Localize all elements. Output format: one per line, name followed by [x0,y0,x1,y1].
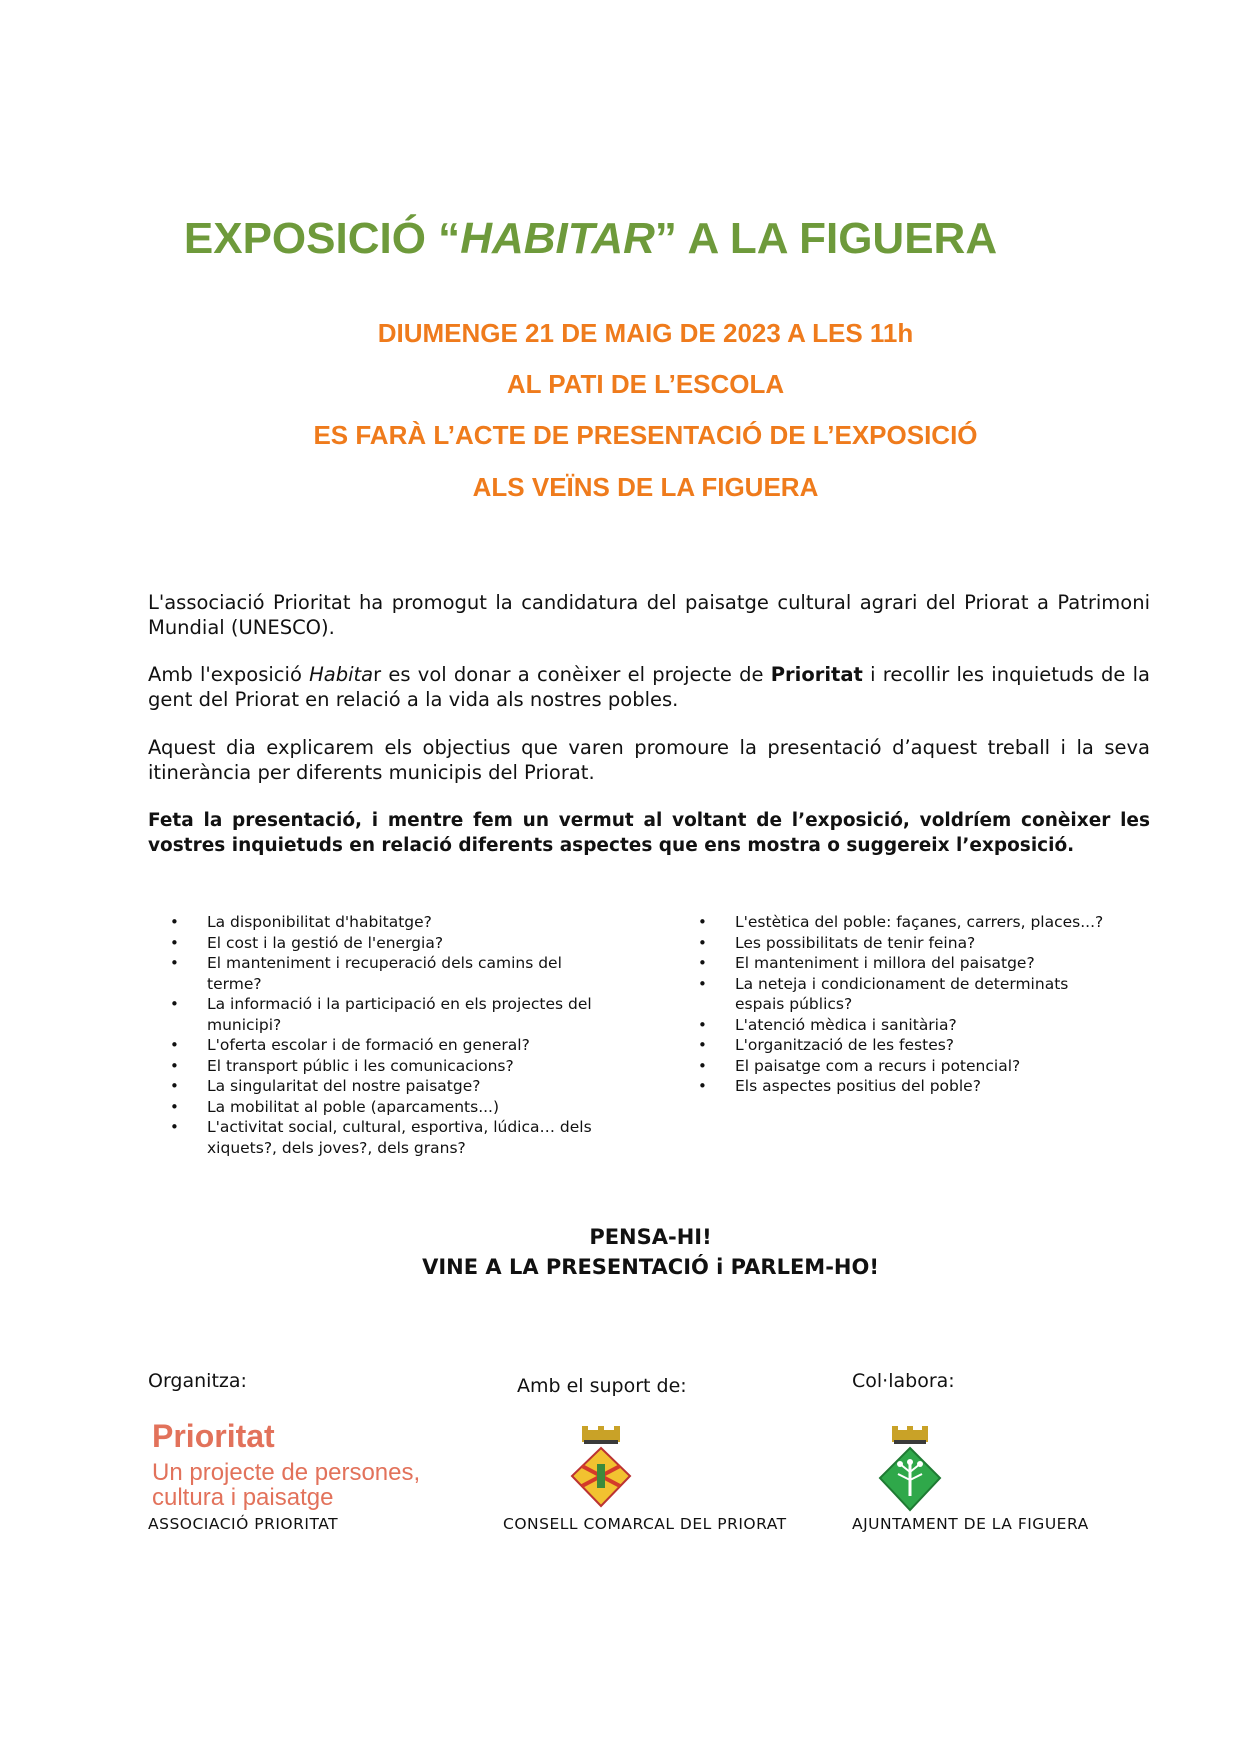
list-item: • La neteja i condicionament de determinats espais públics? [698,974,1069,1013]
title-pre: EXPOSICIÓ “ [183,214,461,263]
list-item: • L'oferta escolar i de formació en general? [170,1036,530,1054]
prioritat-logo-name: Prioritat [152,1418,275,1454]
list-item: • El paisatge com a recurs i potencial? [698,1056,1021,1075]
habitar-italic: Habita [309,663,374,686]
paragraph-invitation: Feta la presentació, i mentre fem un vermut al voltant de l’exposició, voldríem conèixer les vostres inquietuds en relació diferents aspectes que ens mostra o suggereix l’exposició. [148,810,1150,856]
bullet-icon: • [698,913,707,931]
prioritat-bold: Prioritat [770,663,863,686]
topics-list-left [148,912,618,1158]
org-consell-comarcal: CONSELL COMARCAL DEL PRIORAT [503,1515,787,1533]
bullet-icon: • [170,913,179,931]
bullet-icon: • [698,1015,707,1034]
subtitle-audience: ALS VEÏNS DE LA FIGUERA [472,472,819,502]
bullet-icon: • [170,1118,179,1136]
bullet-icon: • [170,954,179,972]
poster-title [0,214,1241,264]
bullet-icon: • [170,1036,179,1054]
prioritat-logo-tagline: Un projecte de persones, cultura i paisatge [152,1459,421,1511]
topics-list-right [676,912,1146,1097]
figuera-crest-icon [876,1424,944,1516]
list-item: • La disponibilitat d'habitatge? [170,913,432,931]
paragraph-objectives: Aquest dia explicarem els objectius que varen promoure la presentació d’aquest treball i la seva itinerància per diferents municipis del Priorat. [148,736,1150,784]
title-emphasis: HABITAR [460,214,655,263]
bullet-icon: • [170,1097,179,1116]
list-item: • El transport públic i les comunicacions? [170,1056,514,1075]
call-to-action [0,1222,1241,1282]
list-item: • L'organització de les festes? [698,1036,955,1054]
suport-label: Amb el suport de: [517,1375,687,1397]
org-associacio-prioritat: ASSOCIACIÓ PRIORITAT [148,1515,339,1533]
organitza-label: Organitza: [148,1370,247,1392]
bullet-icon: • [170,1077,179,1095]
list-item: • El cost i la gestió de l'energia? [170,933,444,952]
bullet-icon: • [170,1056,179,1075]
paragraph-exposition: Amb l'exposició Habitar es vol donar a conèixer el projecte de Prioritat i recollir les inquietuds de la gent del Priorat en relació a la vida als nostres pobles. [148,663,1150,711]
bullet-icon: • [698,1077,707,1095]
bullet-icon: • [170,995,179,1013]
list-item: • La informació i la participació en els projectes del municipi? [170,995,592,1034]
bullet-icon: • [698,954,707,972]
list-item: • L'estètica del poble: façanes, carrers, places...? [698,913,1104,931]
bullet-icon: • [170,933,179,952]
list-item: • La mobilitat al poble (aparcaments...) [170,1097,500,1116]
list-item: • La singularitat del nostre paisatge? [170,1077,481,1095]
subtitle-act: ES FARÀ L’ACTE DE PRESENTACIÓ DE L’EXPOSICIÓ [313,420,978,450]
bullet-icon: • [698,1056,707,1075]
list-item: • L'activitat social, cultural, esportiva, lúdica… dels xiquets?, dels joves?, dels grans? [170,1118,592,1157]
consell-comarcal-crest-icon [568,1424,634,1514]
bullet-icon: • [698,1036,707,1054]
list-item: • Les possibilitats de tenir feina? [698,933,976,952]
subtitle-date: DIUMENGE 21 DE MAIG DE 2023 A LES 11h [377,318,914,348]
org-ajuntament-figuera: AJUNTAMENT DE LA FIGUERA [852,1515,1089,1533]
list-item: • El manteniment i recuperació dels camins del terme? [170,954,562,993]
list-item: • L'atenció mèdica i sanitària? [698,1015,957,1034]
bullet-icon: • [698,933,707,952]
bullet-icon: • [698,974,707,993]
paragraph-intro: L'associació Prioritat ha promogut la candidatura del paisatge cultural agrari del Priorat a Patrimoni Mundial (UNESCO). [148,591,1150,639]
call-line-1: PENSA-HI! [589,1225,712,1249]
subtitle-place: AL PATI DE L’ESCOLA [506,369,785,399]
list-item: • Els aspectes positius del poble? [698,1077,981,1095]
call-line-2: VINE A LA PRESENTACIÓ i PARLEM-HO! [422,1255,879,1279]
collabora-label: Col·labora: [852,1370,955,1392]
title-post: ” A LA FIGUERA [654,214,998,263]
list-item: • El manteniment i millora del paisatge? [698,954,1035,972]
